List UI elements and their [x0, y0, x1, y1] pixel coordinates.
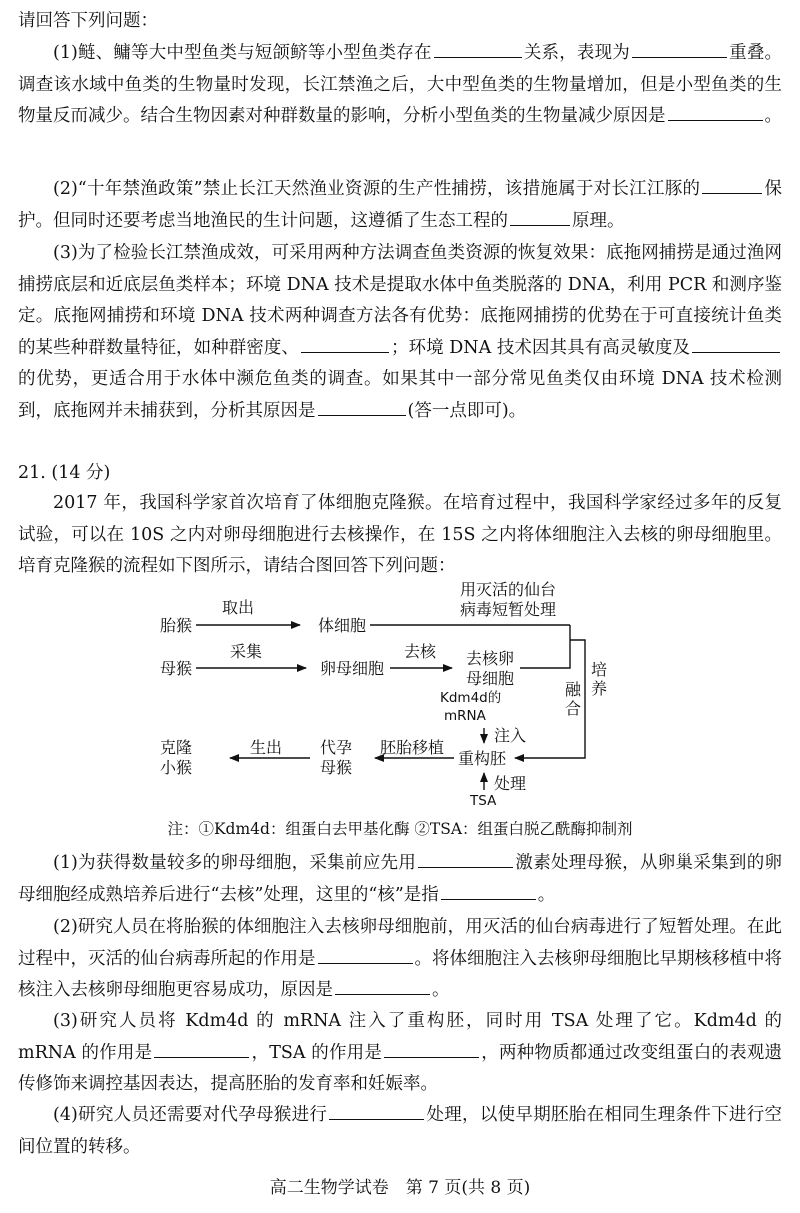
- label-cloned-line1: 克隆: [160, 738, 193, 757]
- answer-blank[interactable]: [301, 334, 389, 353]
- label-enucleate: 去核: [404, 642, 437, 661]
- answer-blank[interactable]: [668, 102, 763, 121]
- label-fusion: 融合: [564, 680, 581, 718]
- label-kdm-line1: Kdm4d的: [440, 690, 502, 706]
- label-surrogate-line2: 母猴: [320, 758, 353, 777]
- q21-heading: 21. (14 分): [18, 463, 111, 483]
- q21-part3: (3)研究人员将 Kdm4d 的 mRNA 注入了重构胚，同时用 TSA 处理了它。Kdm4d 的 mRNA 的作用是 ，TSA 的作用是 ，两种物质都通过改变组蛋白的表观遗传修饰来调控基因表达，提高胚胎的发育率和妊娠率。: [18, 1011, 782, 1094]
- answer-blank[interactable]: [318, 945, 413, 964]
- label-embryo-transfer: 胚胎移植: [380, 738, 445, 757]
- label-surrogate-line1: 代孕: [320, 738, 353, 757]
- answer-blank[interactable]: [335, 976, 430, 995]
- label-treat: 处理: [494, 774, 527, 793]
- label-enucleated-line2: 母细胞: [466, 669, 515, 688]
- answer-blank[interactable]: [434, 39, 522, 58]
- q21-part4: (4)研究人员还需要对代孕母猴进行 处理，以使早期胚胎在相同生理条件下进行空间位置的转移。: [18, 1100, 782, 1163]
- label-collect: 采集: [230, 642, 263, 661]
- label-cloned-line2: 小猴: [160, 758, 193, 777]
- label-take-out: 取出: [222, 598, 255, 617]
- q21-part1: (1)为获得数量较多的卵母细胞，采集前应先用 激素处理母猴，从卵巢采集到的卵母细胞经成熟培养后进行“去核”处理，这里的“核”是指 。: [18, 848, 782, 911]
- page-footer: 高二生物学试卷 第 7 页(共 8 页): [269, 1178, 531, 1198]
- label-fetal-monkey: 胎猴: [160, 616, 193, 635]
- answer-blank[interactable]: [384, 1039, 479, 1058]
- q20-part2: (2)“十年禁渔政策”禁止长江天然渔业资源的生产性捕捞，该措施属于对长江江豚的 保护。但同时还要考虑当地渔民的生计问题，这遵循了生态工程的 原理。: [18, 174, 782, 237]
- q20-part1: (1)鲢、鳙等大中型鱼类与短颌鲚等小型鱼类存在 关系，表现为 重叠。调查该水域中鱼类的生物量时发现，长江禁渔之后，大中型鱼类的生物量增加，但是小型鱼类的生物量反而减少。结合生物因素对种群数量的影响，分析小型鱼类的生物量减少原因是 。: [18, 38, 782, 133]
- answer-blank[interactable]: [329, 1101, 424, 1120]
- label-inject: 注入: [494, 726, 527, 745]
- answer-blank[interactable]: [692, 334, 780, 353]
- label-kdm-line2: mRNA: [444, 708, 486, 724]
- answer-blank[interactable]: [632, 39, 727, 58]
- label-enucleated-line1: 去核卵: [466, 649, 515, 668]
- bracket-inner: [520, 625, 570, 668]
- clone-flow-diagram: [160, 580, 640, 815]
- label-oocyte: 卵母细胞: [320, 659, 385, 678]
- label-virus-line2: 病毒短暂处理: [460, 600, 557, 619]
- diagram-note: 注：①Kdm4d：组蛋白去甲基化酶 ②TSA：组蛋白脱乙酰酶抑制剂: [167, 820, 633, 838]
- q21-part2: (2)研究人员在将胎猴的体细胞注入去核卵母细胞前，用灭活的仙台病毒进行了短暂处理。在此过程中，灭活的仙台病毒所起的作用是 。将体细胞注入去核卵母细胞比早期核移植中将核注入去核卵母细胞更容易成功，原因是 。: [18, 917, 782, 1000]
- intro-line: 请回答下列问题：: [18, 11, 158, 31]
- answer-blank[interactable]: [418, 849, 513, 868]
- label-reconstructed-embryo: 重构胚: [458, 749, 507, 768]
- answer-blank[interactable]: [510, 207, 570, 226]
- label-birth: 生出: [250, 738, 283, 757]
- answer-blank[interactable]: [318, 397, 406, 416]
- label-culture: 培养: [590, 660, 607, 698]
- label-mother-monkey: 母猴: [160, 659, 193, 678]
- q21-intro: 2017 年，我国科学家首次培育了体细胞克隆猴。在培育过程中，我国科学家经过多年的反复试验，可以在 10S 之内对卵母细胞进行去核操作，在 15S 之内将体细胞注入去核的卵母细胞里。培育克隆猴的流程如下图所示，请结合图回答下列问题：: [18, 493, 782, 576]
- label-somatic-cell: 体细胞: [318, 616, 367, 635]
- answer-blank[interactable]: [441, 881, 536, 900]
- answer-blank[interactable]: [154, 1039, 249, 1058]
- label-tsa: TSA: [470, 793, 497, 809]
- q20-part3: (3)为了检验长江禁渔成效，可采用两种方法调查鱼类资源的恢复效果：底拖网捕捞是通过渔网捕捞底层和近底层鱼类样本；环境 DNA 技术是提取水体中鱼类脱落的 DNA，利用 PCR 和测序鉴定。底拖网捕捞和环境 DNA 技术两种调查方法各有优势：底拖网捕捞的优势在于可直接统计鱼类的某些种群数量特征，如种群密度、 ；环境 DNA 技术因其具有高灵敏度及的优势，更适合用于水体中濒危鱼类的调查。如果其中一部分常见鱼类仅由环境 DNA 技术检测到，底拖网并未捕获到，分析其原因是 (答一点即可)。: [18, 243, 782, 421]
- label-virus-line1: 用灭活的仙台: [460, 580, 557, 599]
- answer-blank[interactable]: [702, 175, 762, 194]
